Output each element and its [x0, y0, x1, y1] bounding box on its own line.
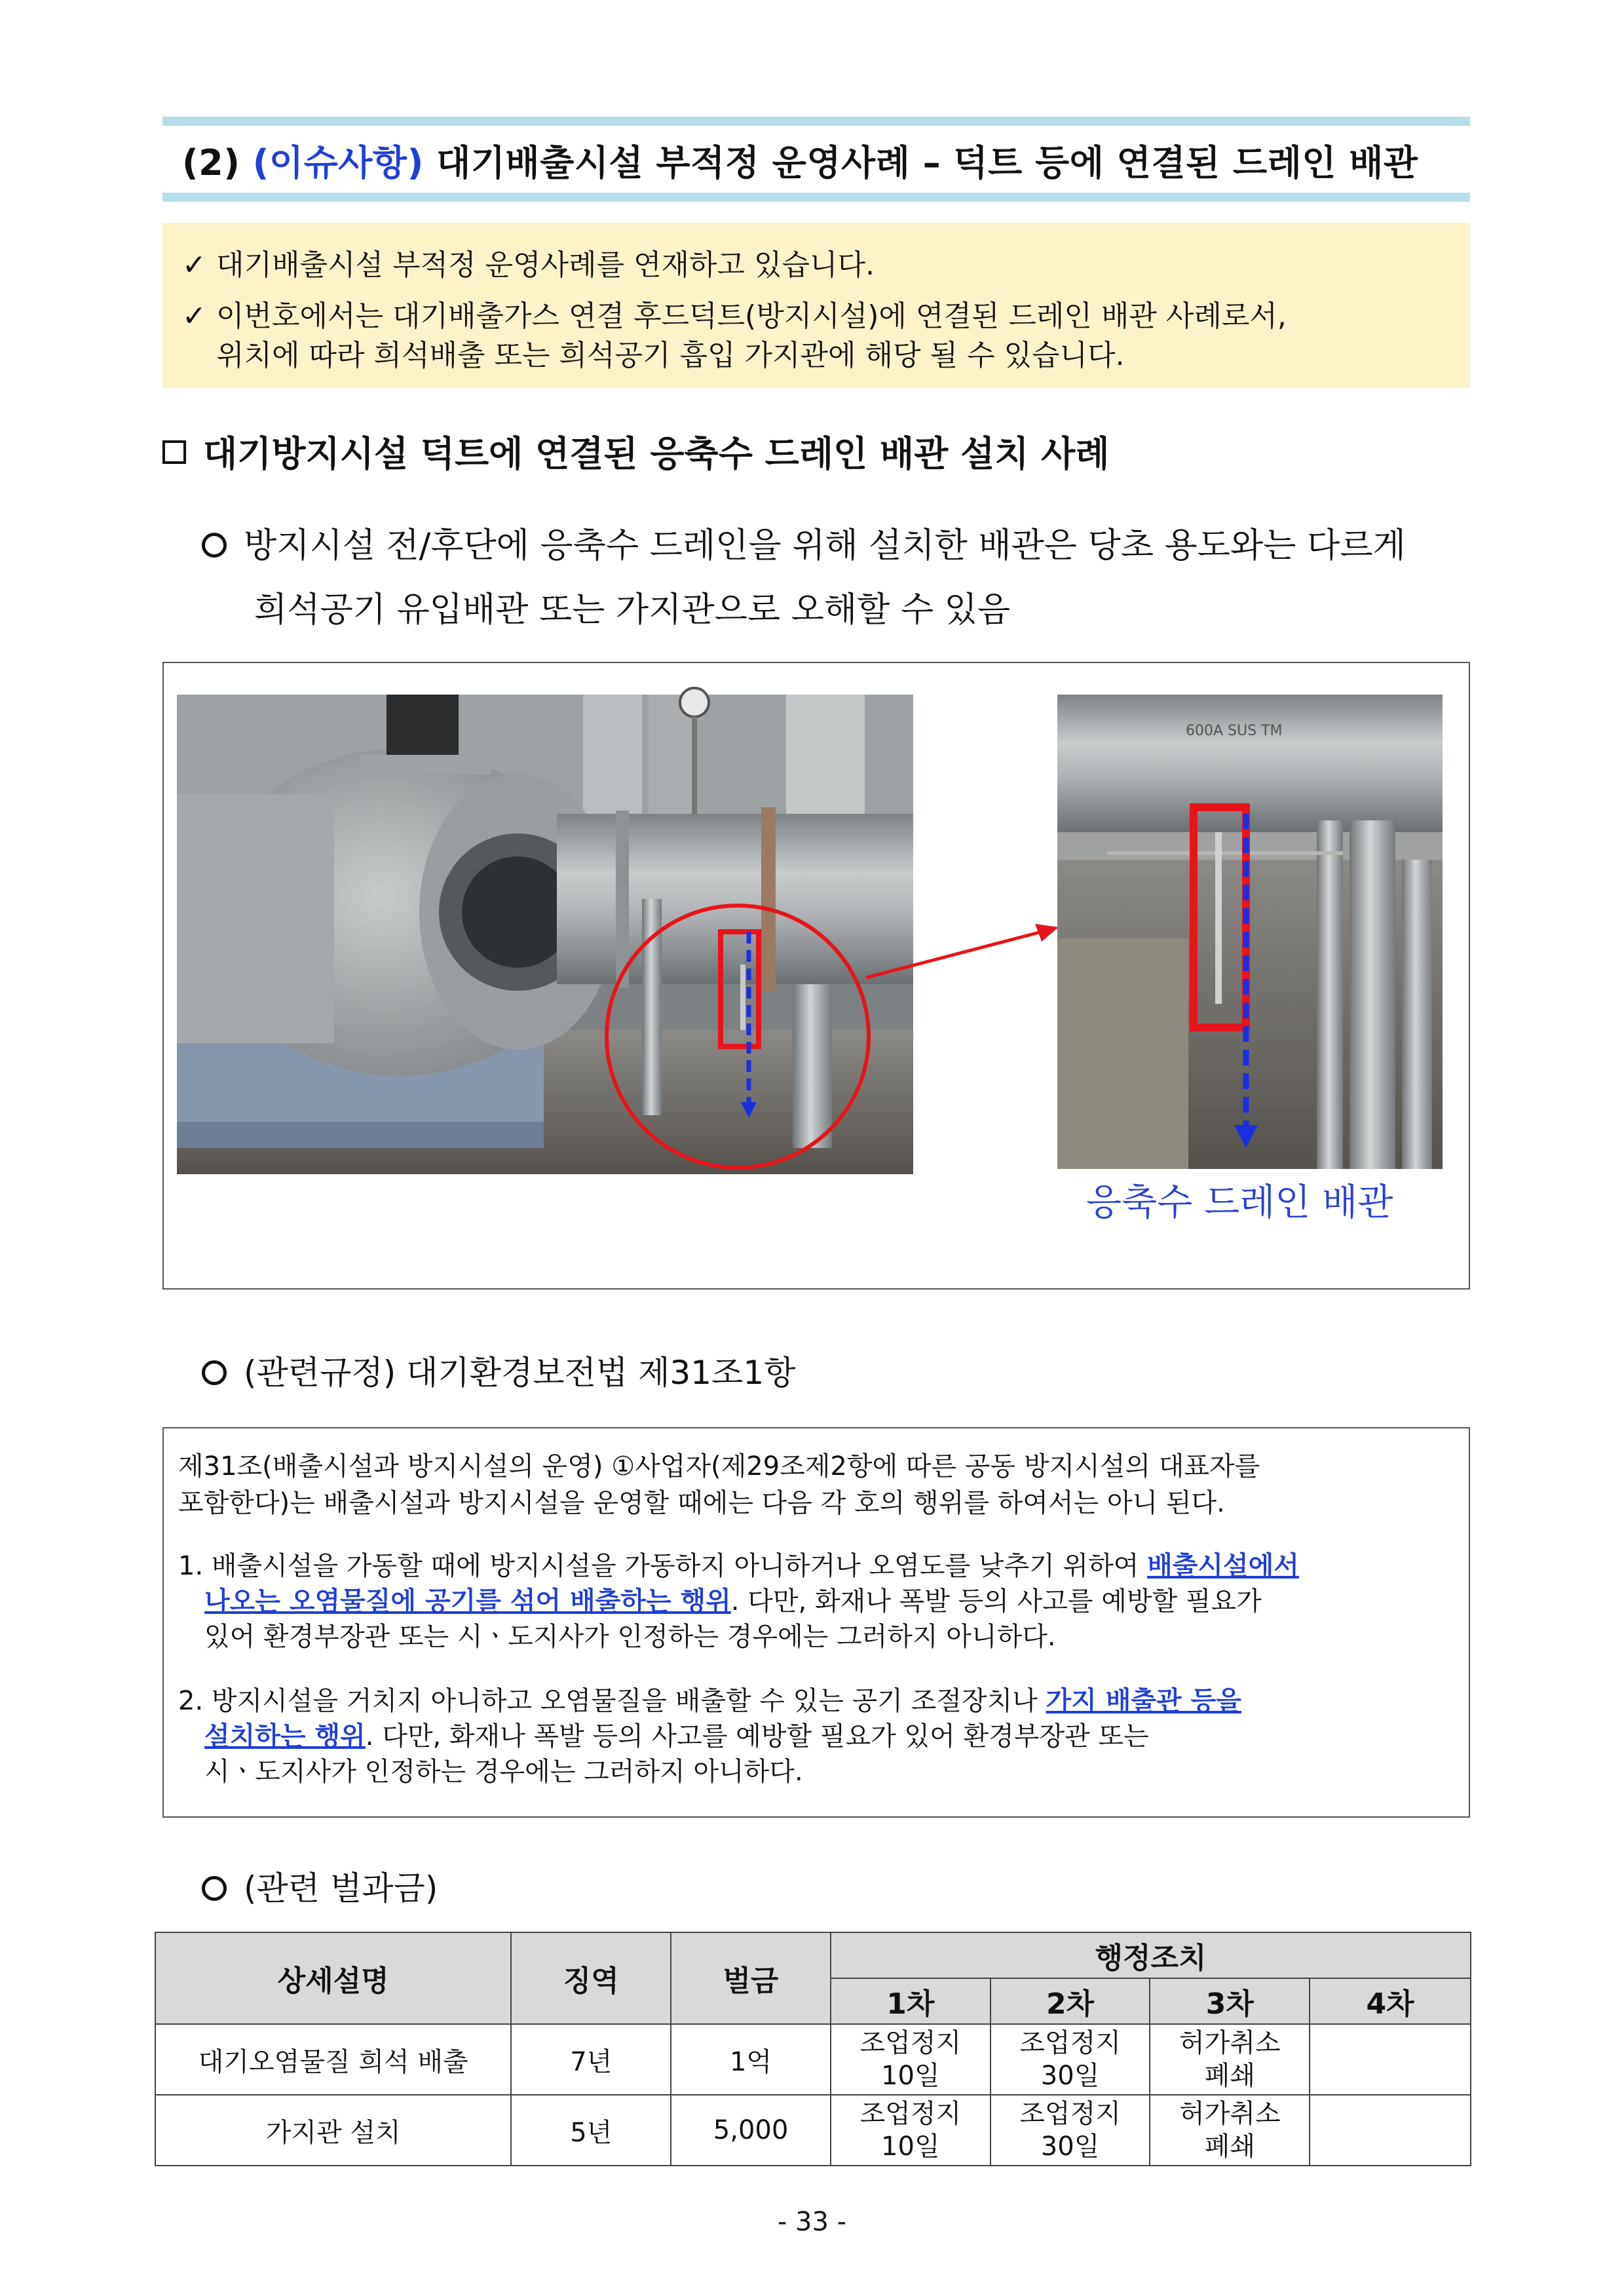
notice-text-1: 대기배출시설 부적정 운영사례를 연재하고 있습니다.: [216, 248, 875, 282]
point-3: [202, 1862, 438, 1909]
notice-text-2: 이번호에서는 대기배출가스 연결 후드덕트(방지시설)에 연결된 드레인 배관 사례로서,: [216, 299, 1287, 333]
table-header-row: [155, 1932, 1471, 1978]
item-1-highlight-1: 배출시설에서: [1147, 1551, 1299, 1581]
cell-second-a: 조업정지: [1019, 2099, 1121, 2129]
header-first: 1차: [831, 1978, 991, 2024]
header-prison: 징역: [511, 1932, 671, 2024]
cell-fourth: [1310, 2095, 1471, 2166]
section-heading: [162, 426, 1110, 476]
header-second: 2차: [991, 1978, 1150, 2024]
cell-second-b: 30일: [1040, 2061, 1100, 2091]
header-fine: 벌금: [671, 1932, 831, 2024]
photo-caption: 응축수 드레인 배관: [1086, 1181, 1393, 1224]
cell-prison: 7년: [511, 2024, 671, 2095]
header-detail: 상세설명: [155, 1932, 511, 2024]
circle-bullet-icon: [202, 533, 227, 558]
duct-stencil-text: 600A SUS TM: [1186, 723, 1283, 739]
notice-line-1: [182, 241, 875, 283]
photo-frame: [162, 662, 1470, 1290]
cell-second: [991, 2024, 1150, 2095]
point-3-text: (관련 벌과금): [244, 1869, 438, 1907]
notice-box: [162, 223, 1470, 388]
circle-bullet-icon: [202, 1876, 227, 1901]
page-number: - 33 -: [777, 2207, 847, 2237]
item-2-highlight-2: 설치하는 행위: [204, 1721, 366, 1751]
right-photo: [1057, 695, 1443, 1169]
cell-third-a: 허가취소: [1179, 2028, 1281, 2058]
title-number: (2): [182, 142, 240, 183]
notice-line-3: [216, 332, 1124, 373]
cell-second: [991, 2095, 1150, 2166]
fine-table: [155, 1932, 1471, 2166]
section-heading-text: 대기방지시설 덕트에 연결된 응축수 드레인 배관 설치 사례: [203, 433, 1110, 474]
regulation-intro-1: 제31조(배출시설과 방지시설의 운영) ①사업자(제29조제2항에 따른 공동 방지시설의 대표자를: [178, 1451, 1260, 1482]
header-fourth: 4차: [1310, 1978, 1471, 2024]
cell-third: [1150, 2024, 1310, 2095]
point-1-continued: [254, 582, 1010, 631]
header-third: 3차: [1150, 1978, 1310, 2024]
regulation-item-1-line-1: [178, 1545, 1299, 1582]
left-photo: [177, 688, 913, 1174]
table-row: [155, 2095, 1471, 2166]
point-1-line-2: 희석공기 유입배관 또는 가지관으로 오해할 수 있음: [254, 590, 1011, 630]
item-1-highlight-2: 나오는 오염물질에 공기를 섞어 배출하는 행위: [204, 1586, 731, 1617]
header-admin: 행정조치: [831, 1932, 1471, 1978]
link-arrowhead: [1035, 924, 1059, 942]
title-top-rule: [162, 117, 1470, 126]
item-2-rest: . 다만, 화재나 폭발 등의 사고를 예방할 필요가 있어 환경부장관 또는: [365, 1721, 1149, 1751]
cell-fine: 1억: [671, 2024, 831, 2095]
regulation-item-2-line-2: [204, 1715, 1149, 1753]
circle-bullet-icon: [202, 1360, 227, 1385]
title-text: 대기배출시설 부적정 운영사례 – 덕트 등에 연결된 드레인 배관: [436, 142, 1418, 183]
item-1-prefix: 1. 배출시설을 가동할 때에 방지시설을 가동하지 아니하거나 오염도를 낮추기 위하여: [178, 1551, 1148, 1581]
drain-pipe-photos: [164, 663, 1469, 1288]
cell-first-a: 조업정지: [859, 2028, 962, 2058]
table-row: [155, 2024, 1471, 2095]
cell-third-b: 폐쇄: [1204, 2132, 1255, 2162]
item-2-prefix: 2. 방지시설을 거치지 아니하고 오염물질을 배출할 수 있는 공기 조절장치나: [178, 1686, 1046, 1716]
regulation-item-2-line-1: [178, 1680, 1241, 1717]
cell-detail: 가지관 설치: [155, 2095, 511, 2166]
cell-prison: 5년: [511, 2095, 671, 2166]
regulation-item-1-line-3: 있어 환경부장관 또는 시ㆍ도지사가 인정하는 경우에는 그러하지 아니하다.: [204, 1622, 1056, 1652]
cell-third-a: 허가취소: [1179, 2099, 1281, 2129]
point-1: [202, 518, 1406, 567]
point-2-text: (관련규정) 대기환경보전법 제31조1항: [244, 1354, 796, 1392]
cell-first: [831, 2024, 991, 2095]
page-title: [182, 135, 1418, 185]
regulation-box: [162, 1427, 1470, 1818]
cell-fine: 5,000: [671, 2095, 831, 2166]
square-bullet-icon: [162, 440, 186, 464]
cell-first-b: 10일: [881, 2132, 940, 2162]
cell-third-b: 폐쇄: [1204, 2061, 1255, 2091]
regulation-intro-2: 포함한다)는 배출시설과 방지시설을 운영할 때에는 다음 각 호의 행위를 하여서는 아니 된다.: [178, 1488, 1225, 1518]
item-2-highlight-1: 가지 배출관 등을: [1046, 1686, 1241, 1716]
cell-first: [831, 2095, 991, 2166]
notice-line-2: [182, 292, 1287, 334]
regulation-item-1-line-2: [204, 1580, 1262, 1618]
cell-second-a: 조업정지: [1019, 2028, 1121, 2058]
cell-fourth: [1310, 2024, 1471, 2095]
cell-detail: 대기오염물질 희석 배출: [155, 2024, 511, 2095]
title-issue-tag: (이슈사항): [252, 142, 424, 183]
title-band: [162, 117, 1470, 202]
point-2: [202, 1347, 795, 1394]
cell-first-a: 조업정지: [859, 2099, 962, 2129]
check-icon: ✓: [182, 299, 206, 333]
cell-second-b: 30일: [1040, 2132, 1100, 2162]
point-1-line-1: 방지시설 전/후단에 응축수 드레인을 위해 설치한 배관은 당초 용도와는 다르게: [244, 526, 1406, 565]
notice-text-3: 위치에 따라 희석배출 또는 희석공기 흡입 가지관에 해당 될 수 있습니다.: [216, 339, 1125, 372]
item-1-rest: . 다만, 화재나 폭발 등의 사고를 예방할 필요가: [730, 1586, 1262, 1617]
cell-third: [1150, 2095, 1310, 2166]
regulation-item-2-line-3: 시ㆍ도지사가 인정하는 경우에는 그러하지 아니하다.: [204, 1757, 803, 1787]
check-icon: ✓: [182, 248, 206, 282]
title-bottom-rule: [162, 193, 1470, 202]
cell-first-b: 10일: [881, 2061, 940, 2091]
